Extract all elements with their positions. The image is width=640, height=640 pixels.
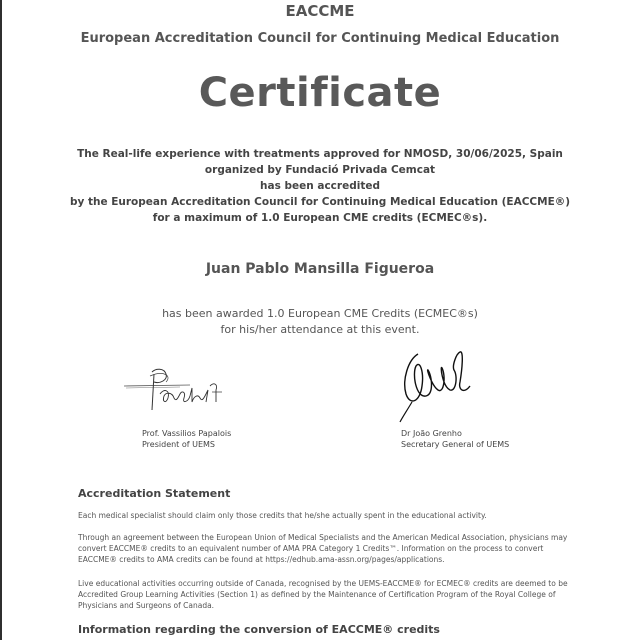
- awarded-line: has been awarded 1.0 European CME Credits (ECMEC®s): [162, 307, 478, 320]
- accreditation-statement-heading: Accreditation Statement: [78, 487, 231, 500]
- signatory-papalois: [142, 428, 231, 450]
- accreditation-line: organized by Fundació Privada Cemcat: [204, 164, 436, 176]
- org-full-name: European Accreditation Council for Continuing Medical Education: [80, 31, 560, 46]
- accreditation-line: has been accredited: [260, 180, 380, 192]
- signatory-role: Secretary General of UEMS: [401, 440, 510, 449]
- org-acronym: EACCME: [285, 2, 355, 20]
- paragraph-line: Each medical specialist should claim only those credits that he/she actually spent in the educational activity.: [78, 511, 487, 520]
- paragraph-line: convert EACCME® credits to an equivalent number of AMA PRA Category 1 Credits™. Information on the process to convert: [78, 544, 544, 553]
- paragraph-line: EACCME® credits to AMA credits can be found at https://edhub.ama-assn.org/pages/applications.: [78, 555, 445, 564]
- awarded-statement: [0, 306, 640, 338]
- paragraph-line: Physicians and Surgeons of Canada.: [78, 601, 215, 610]
- signatory-grenho: [401, 428, 509, 450]
- statement-paragraph-3: [78, 578, 578, 611]
- accreditation-line: for a maximum of 1.0 European CME credits (ECMEC®s).: [152, 212, 488, 224]
- conversion-section-heading: Information regarding the conversion of EACCME® credits: [78, 623, 440, 636]
- paragraph-line: Through an agreement between the European Union of Medical Specialists and the American Medical Association, physicians may: [78, 533, 568, 542]
- signature-papalois: [120, 362, 240, 422]
- paragraph-line: Live educational activities occurring outside of Canada, recognised by the UEMS-EACCME® for ECMEC® credits are deemed to be: [78, 579, 568, 588]
- certificate-title: Certificate: [198, 70, 442, 116]
- accreditation-block: [0, 146, 640, 226]
- signatory-name: Dr João Grenho: [401, 429, 462, 438]
- accreditation-line: by the European Accreditation Council for Continuing Medical Education (EACCME®): [69, 196, 571, 208]
- accreditation-line: The Real-life experience with treatments approved for NMOSD, 30/06/2025, Spain: [77, 148, 563, 160]
- recipient-name: Juan Pablo Mansilla Figueroa: [205, 261, 435, 277]
- paragraph-line: Accredited Group Learning Activities (Section 1) as defined by the Maintenance of Certification Program of the Royal College of: [78, 590, 556, 599]
- awarded-line: for his/her attendance at this event.: [220, 323, 420, 336]
- signatory-name: Prof. Vassilios Papalois: [142, 429, 232, 438]
- signatory-role: President of UEMS: [142, 440, 216, 449]
- statement-paragraph-1: [78, 510, 578, 521]
- signature-grenho: [398, 346, 478, 424]
- statement-paragraph-2: [78, 532, 578, 565]
